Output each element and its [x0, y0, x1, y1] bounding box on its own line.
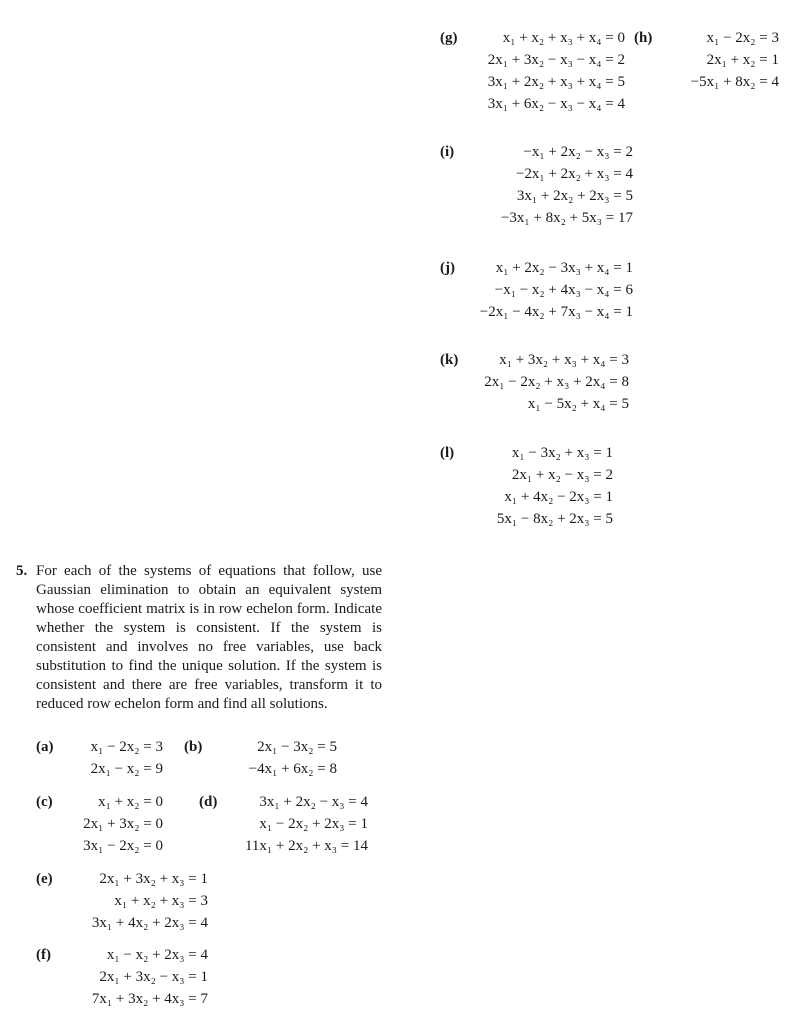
equation: 2x₁ − x₂ = 9: [90, 761, 163, 777]
equation: −4x₁ + 6x₂ = 8: [248, 761, 337, 777]
equation: 3x₁ + 2x₂ − x₃ = 4: [259, 794, 368, 810]
system-j: [480, 257, 633, 323]
equation: −5x₁ + 8x₂ = 4: [690, 74, 779, 90]
equation: −2x₁ − 4x₂ + 7x₃ − x₄ = 1: [479, 304, 633, 320]
system-c: [83, 791, 163, 857]
equation: 3x₁ + 4x₂ + 2x₃ = 4: [91, 915, 208, 931]
equation: x₁ + 2x₂ − 3x₃ + x₄ = 1: [495, 260, 633, 276]
label-f: (f): [36, 947, 51, 963]
equation: 2x₁ + 3x₂ + x₃ = 1: [99, 871, 208, 887]
equation: x₁ − 2x₂ + 2x₃ = 1: [259, 816, 368, 832]
equation: 2x₁ + x₂ = 1: [706, 52, 779, 68]
equation: 2x₁ + x₂ − x₃ = 2: [511, 467, 613, 483]
problem-5-intro: [16, 562, 382, 714]
system-e: [92, 868, 208, 934]
label-g: (g): [440, 30, 458, 46]
system-i: [501, 141, 633, 229]
equation: x₁ − 3x₂ + x₃ = 1: [511, 445, 613, 461]
equation: x₁ − 5x₂ + x₄ = 5: [527, 396, 629, 412]
equation: −x₁ + 2x₂ − x₃ = 2: [523, 144, 633, 160]
equation: 2x₁ + 3x₂ = 0: [83, 816, 163, 832]
problem-number: 5.: [16, 563, 28, 579]
system-d: [245, 791, 368, 857]
system-h: [691, 27, 779, 93]
equation: x₁ − 2x₂ = 3: [706, 30, 779, 46]
label-i: (i): [440, 144, 455, 160]
label-l: (l): [440, 445, 455, 461]
system-g: [488, 27, 625, 115]
equation: 3x₁ − 2x₂ = 0: [83, 838, 163, 854]
system-a: [91, 736, 163, 780]
equation: 3x₁ + 6x₂ − x₃ − x₄ = 4: [487, 96, 625, 112]
equation: 2x₁ + 3x₂ − x₃ = 1: [99, 969, 208, 985]
label-h: (h): [634, 30, 653, 46]
equation: 2x₁ − 2x₂ + x₃ + 2x₄ = 8: [484, 374, 629, 390]
equation: −2x₁ + 2x₂ + x₃ = 4: [515, 166, 633, 182]
system-k: [484, 349, 629, 415]
equation: x₁ + x₂ + x₃ + x₄ = 0: [502, 30, 625, 46]
equation: 2x₁ − 3x₂ = 5: [257, 739, 337, 755]
system-f: [92, 944, 208, 1010]
label-k: (k): [440, 352, 459, 368]
equation: x₁ − x₂ + 2x₃ = 4: [106, 947, 208, 963]
equation: x₁ + 4x₂ − 2x₃ = 1: [504, 489, 613, 505]
equation: x₁ − 2x₂ = 3: [90, 739, 163, 755]
equation: −x₁ − x₂ + 4x₃ − x₄ = 6: [494, 282, 633, 298]
system-b: [249, 736, 337, 780]
equation: 7x₁ + 3x₂ + 4x₃ = 7: [91, 991, 208, 1007]
label-a: (a): [36, 739, 54, 755]
equation: x₁ + x₂ = 0: [98, 794, 163, 810]
equation: 11x₁ + 2x₂ + x₃ = 14: [244, 838, 368, 854]
problem-text: For each of the systems of equations that follow, use Gaussian elimination to obtain an equivalent system whose coefficient matrix is in row echelon form. Indicate whether the system is consistent. If the system is consistent and involves no free variables, use back substitution to find the unique solution. If the system is consistent and there are free variables, transform it to reduced row echelon form and find all solutions.: [36, 563, 382, 712]
equation: x₁ + 3x₂ + x₃ + x₄ = 3: [499, 352, 629, 368]
equation: 2x₁ + 3x₂ − x₃ − x₄ = 2: [487, 52, 625, 68]
equation: x₁ + x₂ + x₃ = 3: [114, 893, 208, 909]
label-c: (c): [36, 794, 53, 810]
equation: 3x₁ + 2x₂ + x₃ + x₄ = 5: [487, 74, 625, 90]
label-e: (e): [36, 871, 53, 887]
label-d: (d): [199, 794, 218, 810]
system-l: [497, 442, 613, 530]
equation: 3x₁ + 2x₂ + 2x₃ = 5: [516, 188, 633, 204]
equation: 5x₁ − 8x₂ + 2x₃ = 5: [496, 511, 613, 527]
label-b: (b): [184, 739, 203, 755]
label-j: (j): [440, 260, 455, 276]
equation: −3x₁ + 8x₂ + 5x₃ = 17: [500, 210, 633, 226]
